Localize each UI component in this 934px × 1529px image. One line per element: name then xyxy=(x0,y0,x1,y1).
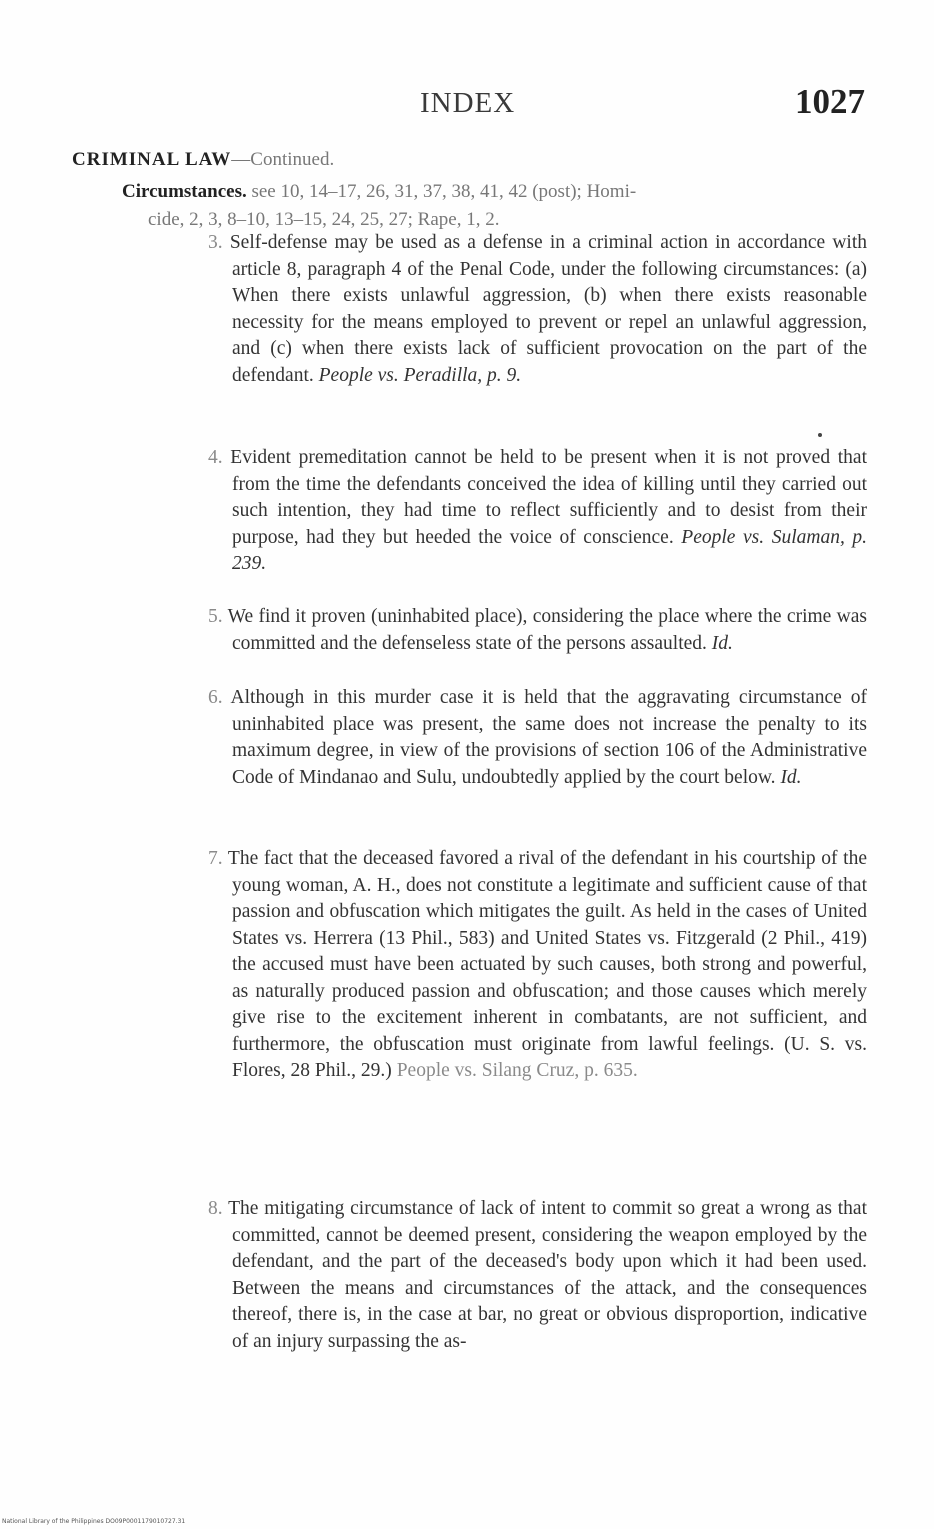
entry-body xyxy=(170,685,867,791)
heading-continued: Continued. xyxy=(250,149,335,170)
index-entry xyxy=(170,230,870,389)
scan-stamp: National Library of the Philippines DO09P0001179010727.31 xyxy=(2,1518,186,1525)
entry-text: Self-defense may be used as a defense in a criminal action in accordance with article 8, paragraph 4 of the Penal Code, under the following circumstances: (a) When there exists unlawful aggression, (b) when there exists reasonable necessity for the means employed to prevent or repel an unlawful aggression, and (c) when there exists lack of sufficient provocation on the part of the defendant. xyxy=(229,232,867,386)
print-speck xyxy=(818,433,822,437)
page-number: 1027 xyxy=(795,82,865,121)
page-title: INDEX xyxy=(420,87,516,119)
entry-citation: People vs. Sulaman, p. 239. xyxy=(232,526,868,574)
circumstances-line-1 xyxy=(122,178,867,206)
entry-text: The mitigating circumstance of lack of intent to commit so great a wrong as that committed, cannot be deemed present, considering the weapon employed by the defendant, and the part of the deceased's body upon which it had been used. Between the means and circumstances of the attack, and the consequences thereof, there is, in the case at bar, no great or obvious disproportion, indicative of an injury surpassing the as- xyxy=(228,1198,867,1352)
entry-number: 4. xyxy=(208,447,223,468)
entry-body xyxy=(170,1196,867,1355)
entry-body xyxy=(170,604,867,657)
entry-number: 3. xyxy=(208,232,223,253)
entry-number: 5. xyxy=(208,606,223,627)
entry-text: We find it proven (uninhabited place), considering the place where the crime was committed and the defenseless state of the persons assaulted. xyxy=(227,606,867,654)
circumstances-refs-1: see 10, 14–17, 26, 31, 37, 38, 41, 42 (post); Homi- xyxy=(251,181,637,202)
running-head xyxy=(70,82,865,132)
circumstances-subheading xyxy=(122,178,867,234)
entry-text: Although in this murder case it is held that the aggravating circumstance of uninhabited place was present, the same does not increase the penalty to its maximum degree, in view of the provisions of section 106 of the Administrative Code of Mindanao and Sulu, undoubtedly applied by the court below. xyxy=(230,687,867,788)
heading-main: CRIMINAL LAW xyxy=(72,149,232,170)
entry-citation: People vs. Peradilla, p. 9. xyxy=(318,364,522,386)
entry-body xyxy=(170,230,867,389)
index-entry xyxy=(170,445,870,578)
entry-number: 8. xyxy=(208,1198,223,1219)
entry-body xyxy=(170,445,867,578)
index-entry xyxy=(170,846,870,1085)
circumstances-label: Circumstances. xyxy=(122,181,247,202)
entry-number: 7. xyxy=(208,848,223,869)
entry-citation: Id. xyxy=(780,766,802,788)
index-entry xyxy=(170,1196,870,1355)
entry-body xyxy=(170,846,867,1085)
entry-citation: People vs. Silang Cruz, p. 635. xyxy=(396,1060,638,1081)
index-entry xyxy=(170,685,870,791)
index-entry xyxy=(170,604,870,657)
entry-citation: Id. xyxy=(711,632,733,654)
entry-text: Evident premeditation cannot be held to be present when it is not proved that from the time the defendants conceived the idea of killing until they carried out such intention, they had time to reflect sufficiently and to desist from their purpose, had they but heeded the voice of conscience. xyxy=(230,447,867,548)
circumstances-refs-2: cide, 2, 3, 8–10, 13–15, 24, 25, 27; Rape, 1, 2. xyxy=(148,209,500,230)
heading-separator: — xyxy=(231,149,251,170)
index-heading xyxy=(72,149,334,171)
entry-text: The fact that the deceased favored a rival of the defendant in his courtship of the young woman, A. H., does not constitute a legitimate and sufficient cause of that passion and obfuscation which mitigates the guilt. As held in the cases of United States vs. Herrera (13 Phil., 583) and United States vs. Fitzgerald (2 Phil., 419) the accused must have been actuated by such causes, both strong and powerful, as naturally produced passion and obfuscation; and those causes which merely give rise to the excitement inherent in combatants, are not sufficient, and furthermore, the obfuscation must originate from lawful feelings. (U. S. vs. Flores, 28 Phil., 29.) xyxy=(227,848,867,1081)
entry-number: 6. xyxy=(208,687,223,708)
